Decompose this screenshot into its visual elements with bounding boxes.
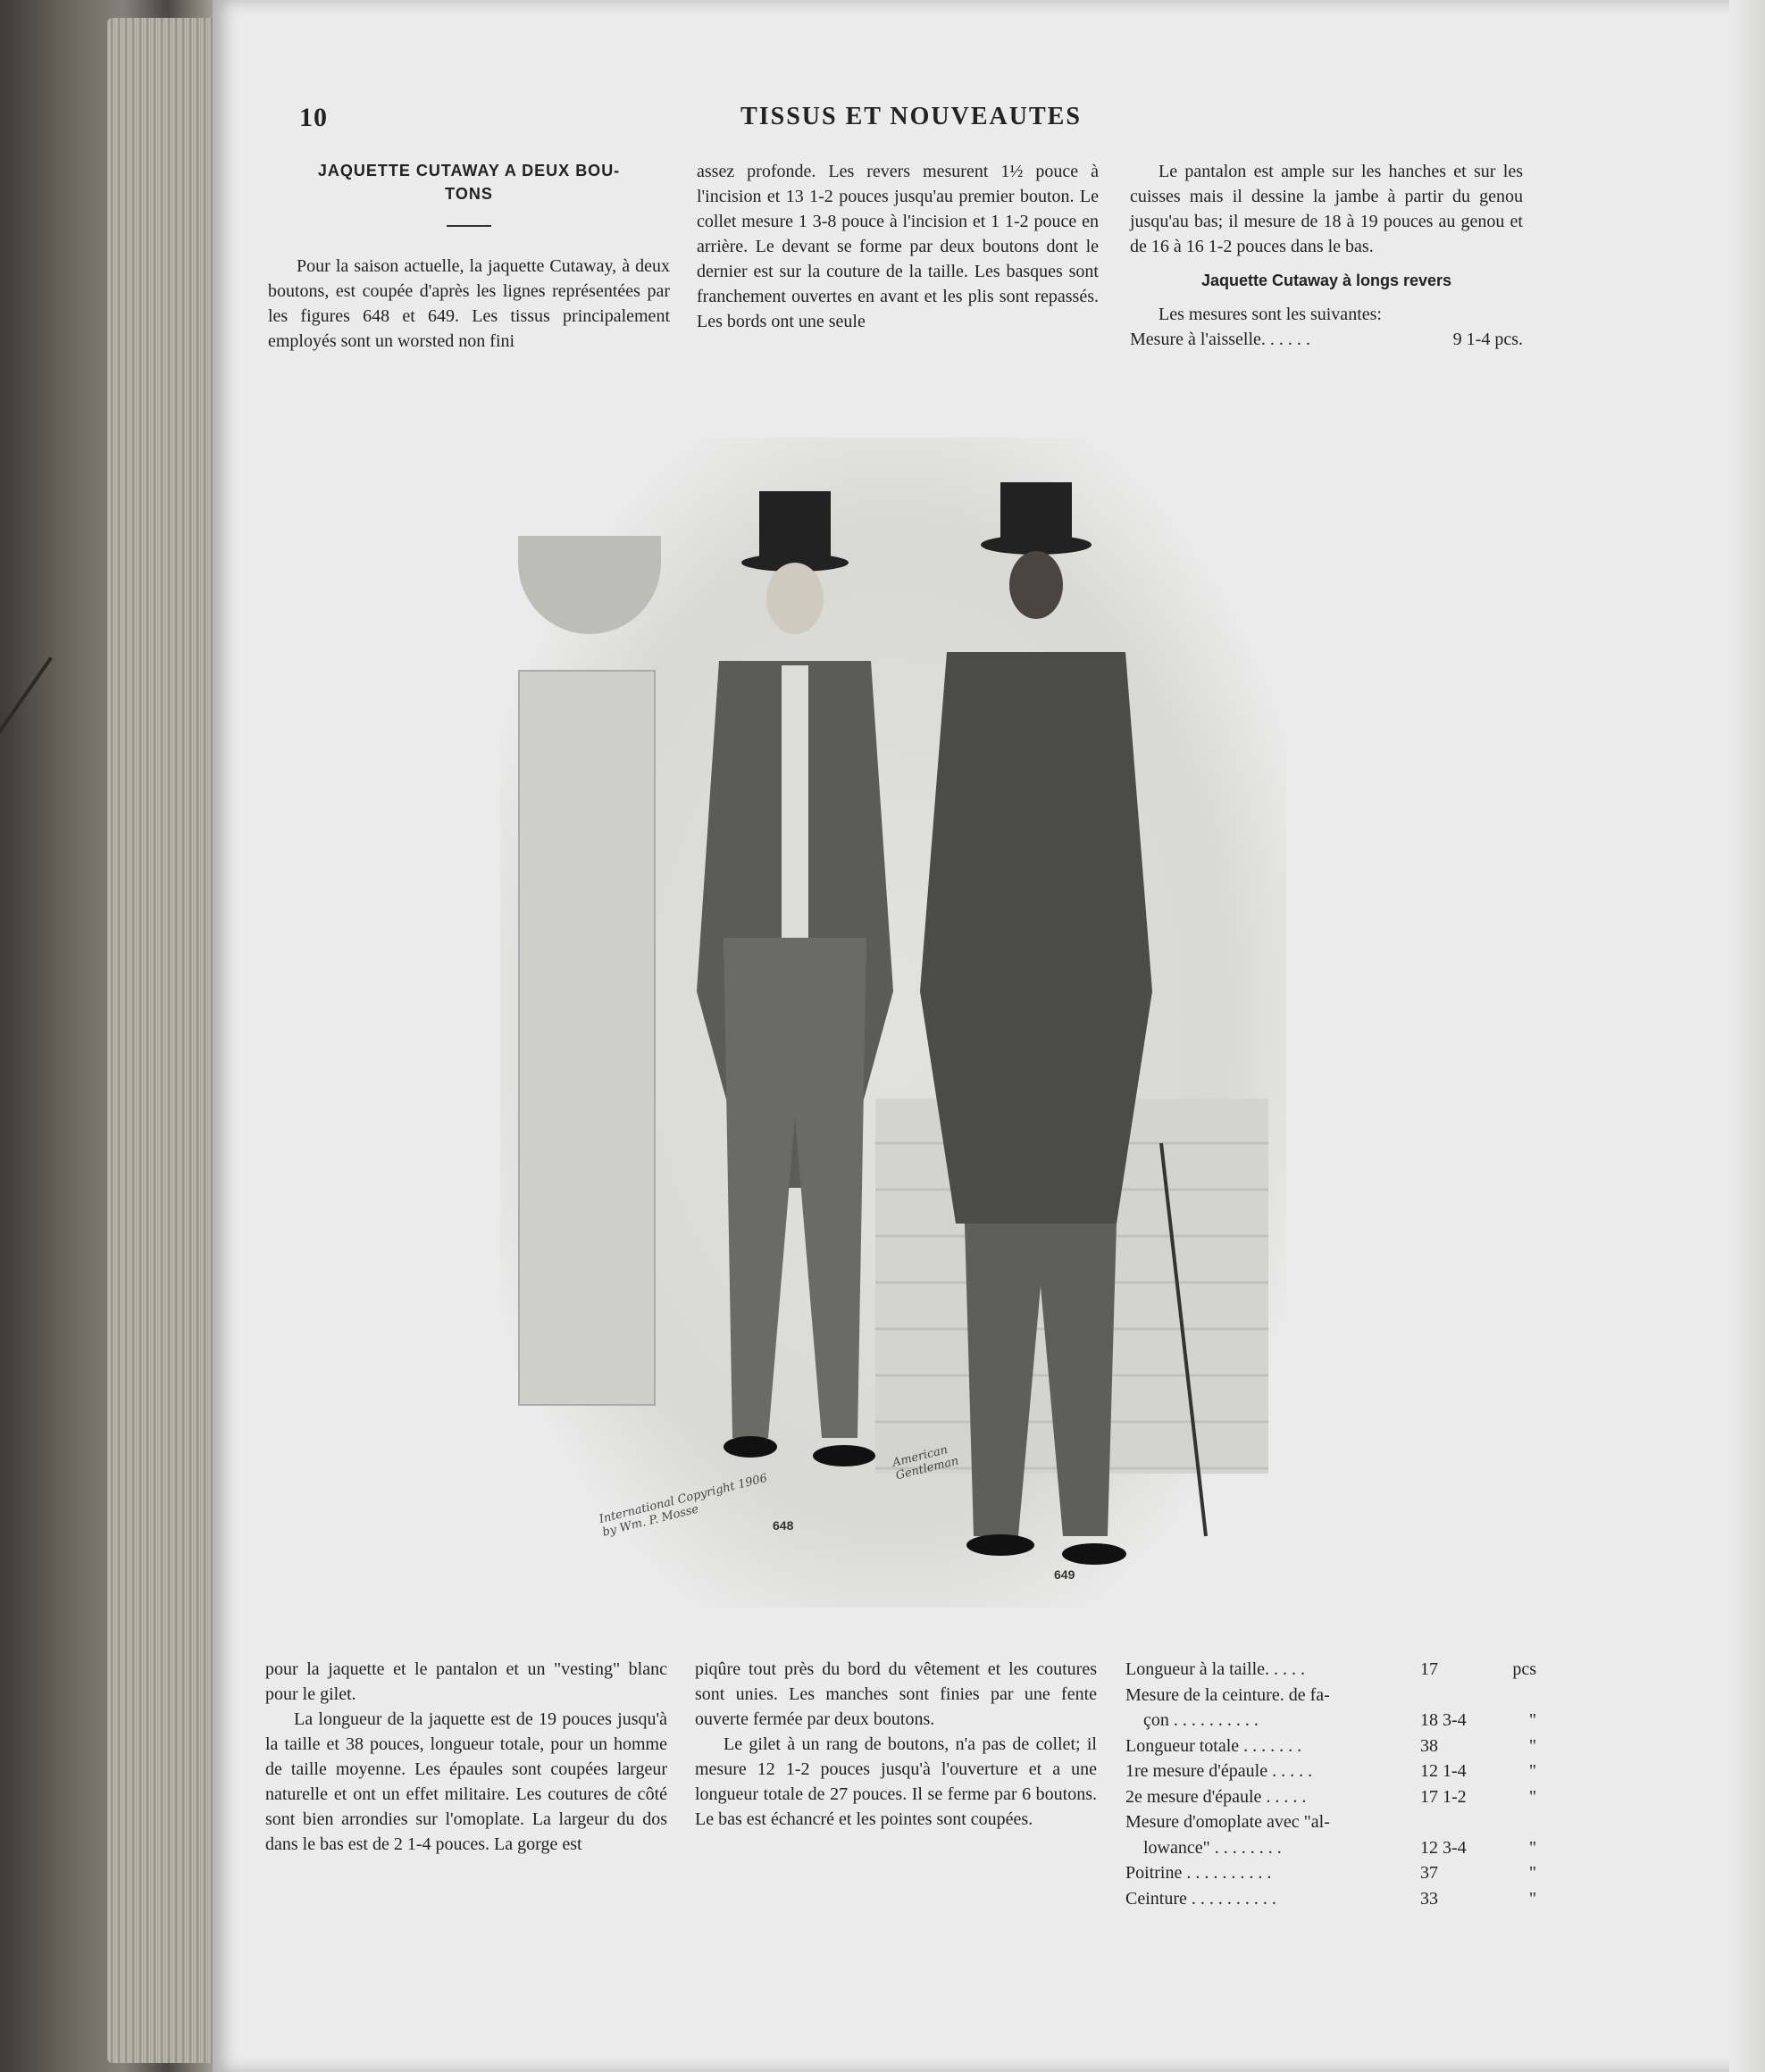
measurement-row	[1125, 1759, 1536, 1784]
paragraph-intro: Pour la saison actuelle, la jaquette Cutaway, à deux boutons, est coupée d'après les lignes représentées par les figures 648 et 649. Les tissus principalement employés sont un worsted non fini	[268, 256, 670, 351]
paragraph-vesting: pour la jaquette et le pantalon et un "vesting" blanc pour le gilet.	[265, 1659, 667, 1704]
measurement-value	[1420, 1809, 1492, 1835]
paragraph-piqure: piqûre tout près du bord du vêtement et les coutures sont unies. Les manches sont finies par une fente ouverte fermée par deux boutons.	[695, 1659, 1097, 1729]
measurement-label: lowance" . . . . . . . .	[1143, 1837, 1282, 1858]
measurement-value: 17	[1420, 1659, 1438, 1679]
top-column-3	[1130, 159, 1523, 352]
measurement-unit: "	[1528, 1863, 1536, 1883]
article-title-line-1: JAQUETTE CUTAWAY A DEUX BOU-	[317, 162, 621, 180]
measurement-unit: "	[1528, 1837, 1536, 1858]
figure-649	[920, 482, 1206, 1565]
measurement-value: 37	[1420, 1863, 1438, 1883]
page-right-edge	[1729, 0, 1765, 2072]
measure-row-aisselle	[1130, 327, 1523, 352]
measurement-unit: pcs	[1512, 1659, 1536, 1679]
paragraph-measures-intro: Les mesures sont les suivantes:	[1159, 305, 1382, 324]
measurement-label: Mesure de la ceinture. de fa-	[1125, 1684, 1330, 1705]
article-title	[268, 159, 670, 205]
paragraph-gilet: Le gilet à un rang de boutons, n'a pas de collet; il mesure 12 1-2 pouces jusqu'à l'ouverture et a une longueur totale de 27 pouces. Il se ferme par 6 boutons. Le bas est échancré et les pointes sont coupées.	[695, 1734, 1097, 1829]
publisher-mark: American Gentleman	[891, 1443, 960, 1483]
measurement-label: çon . . . . . . . . . .	[1143, 1710, 1259, 1730]
illustration-copyright: International Copyright 1906 by Wm. P. Mosse	[598, 1471, 769, 1540]
measurement-label: 2e mesure d'épaule . . . . .	[1125, 1786, 1307, 1807]
measurement-value: 33	[1420, 1888, 1438, 1909]
measurement-unit: "	[1528, 1735, 1536, 1756]
top-column-2	[697, 159, 1099, 334]
measurement-unit: "	[1528, 1710, 1536, 1730]
measurement-unit: "	[1528, 1786, 1536, 1807]
measurement-label: Longueur totale . . . . . . .	[1125, 1735, 1302, 1756]
bottom-column-1	[265, 1657, 667, 1857]
measurement-row	[1125, 1784, 1536, 1810]
measurement-row	[1125, 1734, 1536, 1759]
measurement-row	[1125, 1835, 1536, 1861]
measurement-row	[1125, 1683, 1536, 1709]
measurement-label: 1re mesure d'épaule . . . . .	[1125, 1761, 1313, 1781]
figure-number-649: 649	[1054, 1567, 1075, 1582]
measurement-value	[1420, 1683, 1492, 1709]
figures-svg	[500, 438, 1286, 1608]
running-title: TISSUS ET NOUVEAUTES	[740, 103, 1082, 130]
measurement-unit	[1492, 1809, 1536, 1835]
figure-648	[697, 491, 893, 1466]
subheading-long-revers: Jaquette Cutaway à longs revers	[1200, 272, 1452, 289]
measurement-unit: "	[1528, 1761, 1536, 1781]
page-number: 10	[299, 103, 328, 132]
measurement-row	[1125, 1809, 1536, 1835]
measurement-label: Mesure d'omoplate avec "al-	[1125, 1812, 1330, 1832]
measurement-row	[1125, 1886, 1536, 1912]
title-rule	[447, 225, 491, 227]
measurement-value: 38	[1420, 1735, 1438, 1756]
measurements-table	[1125, 1657, 1536, 1911]
paragraph-longueur: La longueur de la jaquette est de 19 pouces jusqu'à la taille et 38 pouces, longueur totale, pour un homme de taille moyenne. Les épaules sont coupées largeur naturelle et ont un effet militaire. Les coutures de côté sont bien arrondies sur l'omoplate. La largeur du dos dans le bas est de 2 1-4 pouces. La gorge est	[265, 1709, 667, 1854]
measurement-value: 17 1-2	[1420, 1786, 1467, 1807]
page-edges	[107, 18, 223, 2063]
paragraph-revers: assez profonde. Les revers mesurent 1½ pouce à l'incision et 13 1-2 pouces jusqu'au premier bouton. Le collet mesure 1 3-8 pouce à l'incision et 1 1-2 pouce en arrière. Le devant se forme par deux boutons dont le dernier est sur la couture de la taille. Les basques sont franchement ouvertes en avant et les plis sont repassés. Les bords ont une seule	[697, 162, 1099, 331]
measurement-label: Ceinture . . . . . . . . . .	[1125, 1888, 1276, 1909]
measurement-row	[1125, 1860, 1536, 1886]
paragraph-pantalon: Le pantalon est ample sur les hanches et sur les cuisses mais il dessine la jambe à partir du genou jusqu'au bas; il mesure de 18 à 19 pouces au genou et de 16 à 16 1-2 pouces dans le bas.	[1130, 162, 1523, 256]
measure-value: 9 1-4 pcs.	[1452, 330, 1523, 349]
top-column-1	[268, 159, 670, 354]
measurement-label: Longueur à la taille. . . . .	[1125, 1659, 1306, 1679]
measurement-label: Poitrine . . . . . . . . . .	[1125, 1863, 1272, 1883]
measurement-row	[1125, 1708, 1536, 1734]
measurement-value: 12 3-4	[1420, 1837, 1467, 1858]
bottom-column-2	[695, 1657, 1097, 1832]
figure-number-648: 648	[773, 1518, 794, 1533]
measurement-value: 12 1-4	[1420, 1761, 1467, 1781]
fashion-illustration	[500, 438, 1286, 1608]
measurement-unit: "	[1528, 1888, 1536, 1909]
measurement-row	[1125, 1657, 1536, 1683]
article-title-line-2: TONS	[445, 185, 493, 203]
measurement-value: 18 3-4	[1420, 1710, 1467, 1730]
measure-label: Mesure à l'aisselle. . . . . .	[1130, 330, 1310, 349]
measurement-unit	[1492, 1683, 1536, 1709]
